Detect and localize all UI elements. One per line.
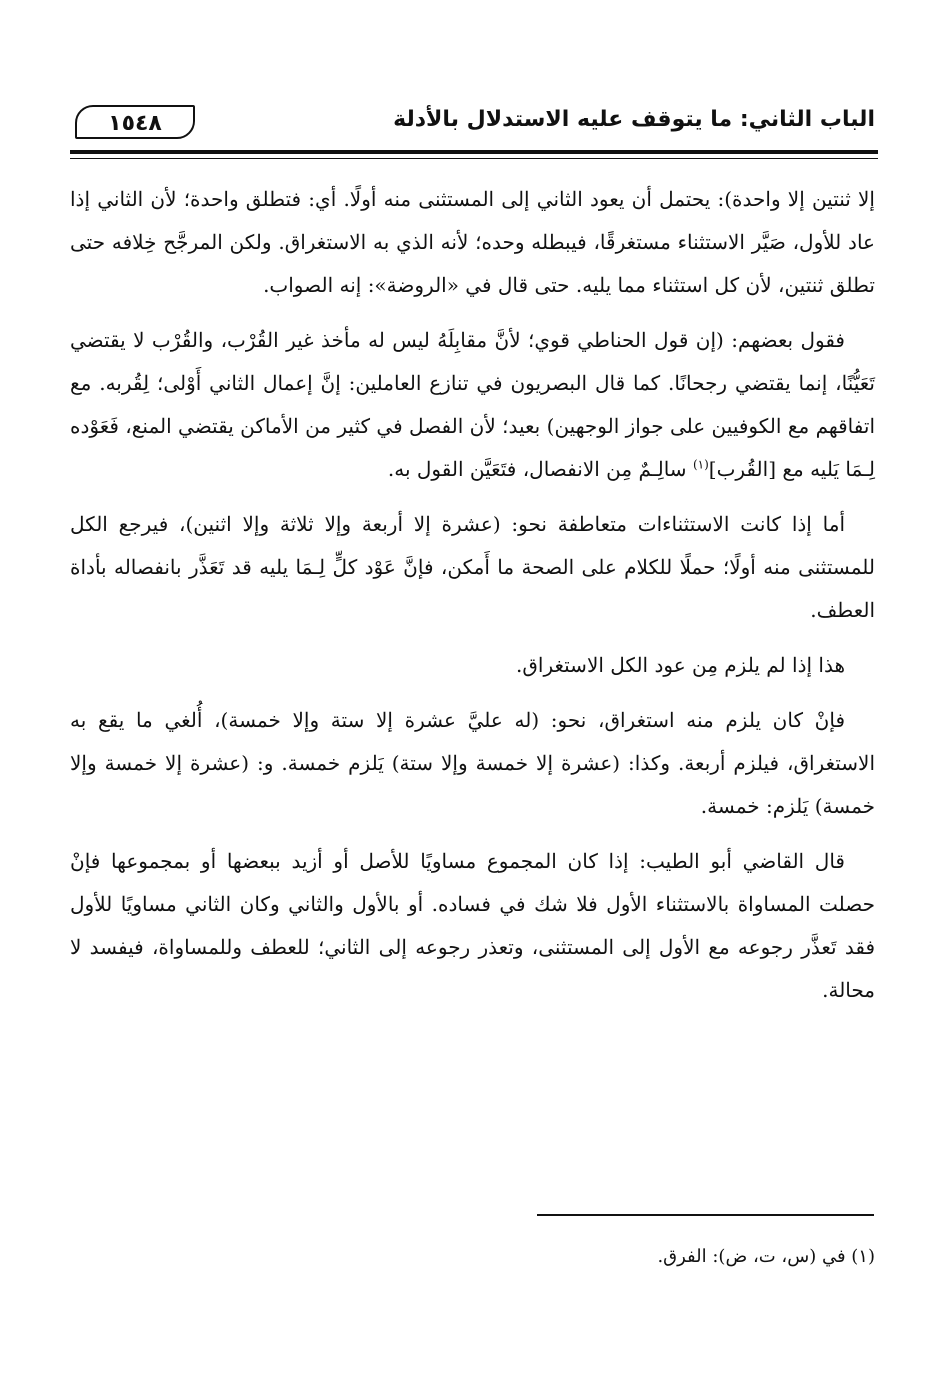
- footnote: (١) في (س، ت، ض): الفرق.: [657, 1246, 875, 1267]
- paragraph-4: هذا إذا لم يلزم مِن عود الكل الاستغراق.: [516, 653, 845, 677]
- paragraph-2-text-after: سالِـمٌ مِن الانفصال، فتَعَيَّن القول به.: [387, 457, 693, 481]
- footnote-reference[interactable]: (١): [692, 457, 709, 472]
- footnote-separator: [537, 1214, 874, 1216]
- page-number-badge: ١٥٤٨: [75, 105, 195, 139]
- paragraph-3: أما إذا كانت الاستثناءات متعاطفة نحو: (عشرة إلا أربعة وإلا ثلاثة وإلا اثنين)، فيرجع الكل للمستثنى منه أولًا؛ حملًا للكلام على الصحة ما أَمكن، فإنَّ عَوْد كلٍّ لِـمَا يليه قد تَعَذَّر بانفصاله بأداة العطف.: [70, 512, 875, 622]
- paragraph-6: قال القاضي أبو الطيب: إذا كان المجموع مساويًا للأصل أو أزيد ببعضها أو بمجموعها فإنْ حصلت المساواة بالاستثناء الأول فلا شك في فساده. أو بالأول والثاني وكان الثاني مساويًا للأول فقد تَعذَّر رجوعه مع الأول إلى المستثنى، وتعذر رجوعه إلى الثاني؛ للعطف وللمساواة، فيفسد لا محالة.: [70, 849, 875, 1002]
- page-header: [75, 105, 875, 145]
- header-rule-thick: [70, 150, 878, 154]
- paragraph-1: إلا ثنتين إلا واحدة): يحتمل أن يعود الثاني إلى المستثنى منه أولًا. أي: فتطلق واحدة؛ لأن الثاني إذا عاد للأول، صَيَّر الاستثناء مستغرقًا، فيبطله وحده؛ لأنه الذي به الاستغراق. ولكن المرجَّح خِلافه حتى تطلق ثنتين، لأن كل استثناء مما يليه. حتى قال في «الروضة»: إنه الصواب.: [70, 187, 875, 297]
- paragraph-2-text-before: فقول بعضهم: (إن قول الحناطي قوي؛ لأنَّ مقابِلَهُ ليس له مأخذ غير القُرْب، والقُرْب لا يقتضي تَعَيُّنًا، إنما يقتضي رجحانًا. كما قال البصريون في تنازع العاملين: إنَّ إعمال الثاني أَوْلى؛ لِقُربه. مع اتفاقهم مع الكوفيين على جواز الوجهين) بعيد؛ لأن الفصل في كثير من الأماكن يقتضي المنع، فَعَوْده لِـمَا يَليه مع [القُرب]: [70, 328, 875, 481]
- paragraph-5: فإنْ كان يلزم منه استغراق، نحو: (له عليَّ عشرة إلا ستة وإلا خمسة)، أُلغي ما يقع به الاستغراق، فيلزم أربعة. وكذا: (عشرة إلا خمسة وإلا ستة) يَلزم خمسة. و: (عشرة إلا خمسة وإلا خمسة) يَلزم: خمسة.: [70, 708, 875, 818]
- running-title: الباب الثاني: ما يتوقف عليه الاستدلال بالأدلة: [393, 107, 875, 132]
- paragraph-2: [70, 319, 875, 491]
- main-text: [70, 178, 875, 1024]
- header-rule-thin: [70, 158, 878, 159]
